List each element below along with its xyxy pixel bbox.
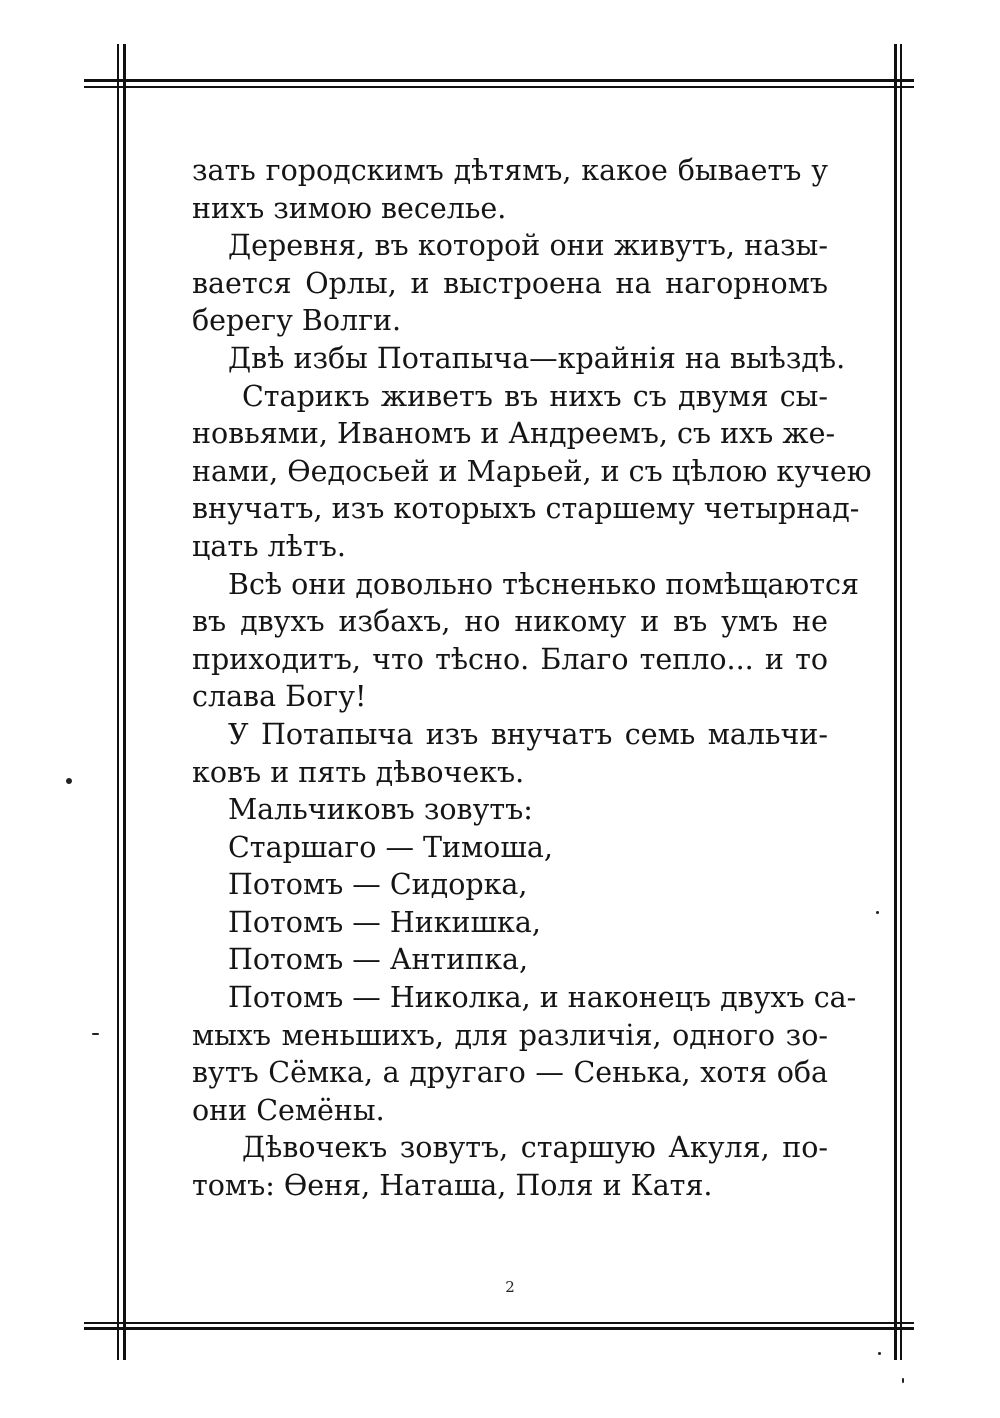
text-line: Потомъ — Антипка, [228,943,529,977]
print-speck [878,1352,881,1355]
bottom-rule-thin [84,1322,914,1324]
text-line: Старикъ живетъ въ нихъ съ двумя сы- [242,379,828,413]
top-rule-thick [84,79,914,82]
text-line: Дѣвочекъ зовутъ, старшую Акуля, по- [242,1131,828,1165]
text-line: мыхъ меньшихъ, для различія, одного зо- [192,1018,828,1052]
text-line: внучатъ, изъ которыхъ старшему четырнад- [192,492,860,526]
page-text [192,152,872,1205]
text-line: нами, Ѳедосьей и Марьей, и съ цѣлою кучею [192,454,872,488]
text-line: берегу Волги. [192,304,402,338]
text-line: нихъ зимою веселье. [192,191,507,225]
print-speck [66,778,72,784]
print-speck [902,1378,904,1383]
text-line: Потомъ — Николка, и наконецъ двухъ са- [228,981,857,1015]
text-line: они Семёны. [192,1093,385,1127]
text-line: Потомъ — Никишка, [228,905,541,939]
left-rule-inner [123,44,126,1360]
text-line: Всѣ они довольно тѣсненько помѣщаются [228,567,859,601]
text-line: вается Орлы, и выстроена на нагорномъ [192,266,828,300]
text-line: томъ: Ѳеня, Наташа, Поля и Катя. [192,1169,713,1203]
text-line: приходитъ, что тѣсно. Благо тепло... и то [192,642,828,676]
text-line: слава Богу! [192,680,367,714]
text-line: вутъ Сёмка, а другаго — Сенька, хотя оба [192,1056,828,1090]
text-line: новьями, Иваномъ и Андреемъ, съ ихъ же- [192,417,836,451]
print-speck [92,1033,99,1035]
print-speck [876,911,879,914]
text-line: Деревня, въ которой они живутъ, назы- [228,229,828,263]
text-line: ковъ и пять дѣвочекъ. [192,755,525,789]
right-rule-inner [894,44,897,1360]
text-line: Потомъ — Сидорка, [228,868,528,902]
bottom-rule-thick [84,1327,914,1330]
page-number: 2 [505,1278,515,1296]
text-line: въ двухъ избахъ, но никому и въ умъ не [192,605,828,639]
text-line: цать лѣтъ. [192,529,346,563]
right-rule-outer [900,44,902,1360]
text-line: Старшаго — Тимоша, [228,830,553,864]
top-rule-thin [84,86,914,88]
text-line: У Потапыча изъ внучатъ семь мальчи- [228,717,828,751]
text-line: Мальчиковъ зовутъ: [228,793,533,827]
left-rule-outer [117,44,119,1360]
text-line: зать городскимъ дѣтямъ, какое бываетъ у [192,154,828,187]
text-line: Двѣ избы Потапыча—крайнія на выѣздѣ. [228,341,846,375]
